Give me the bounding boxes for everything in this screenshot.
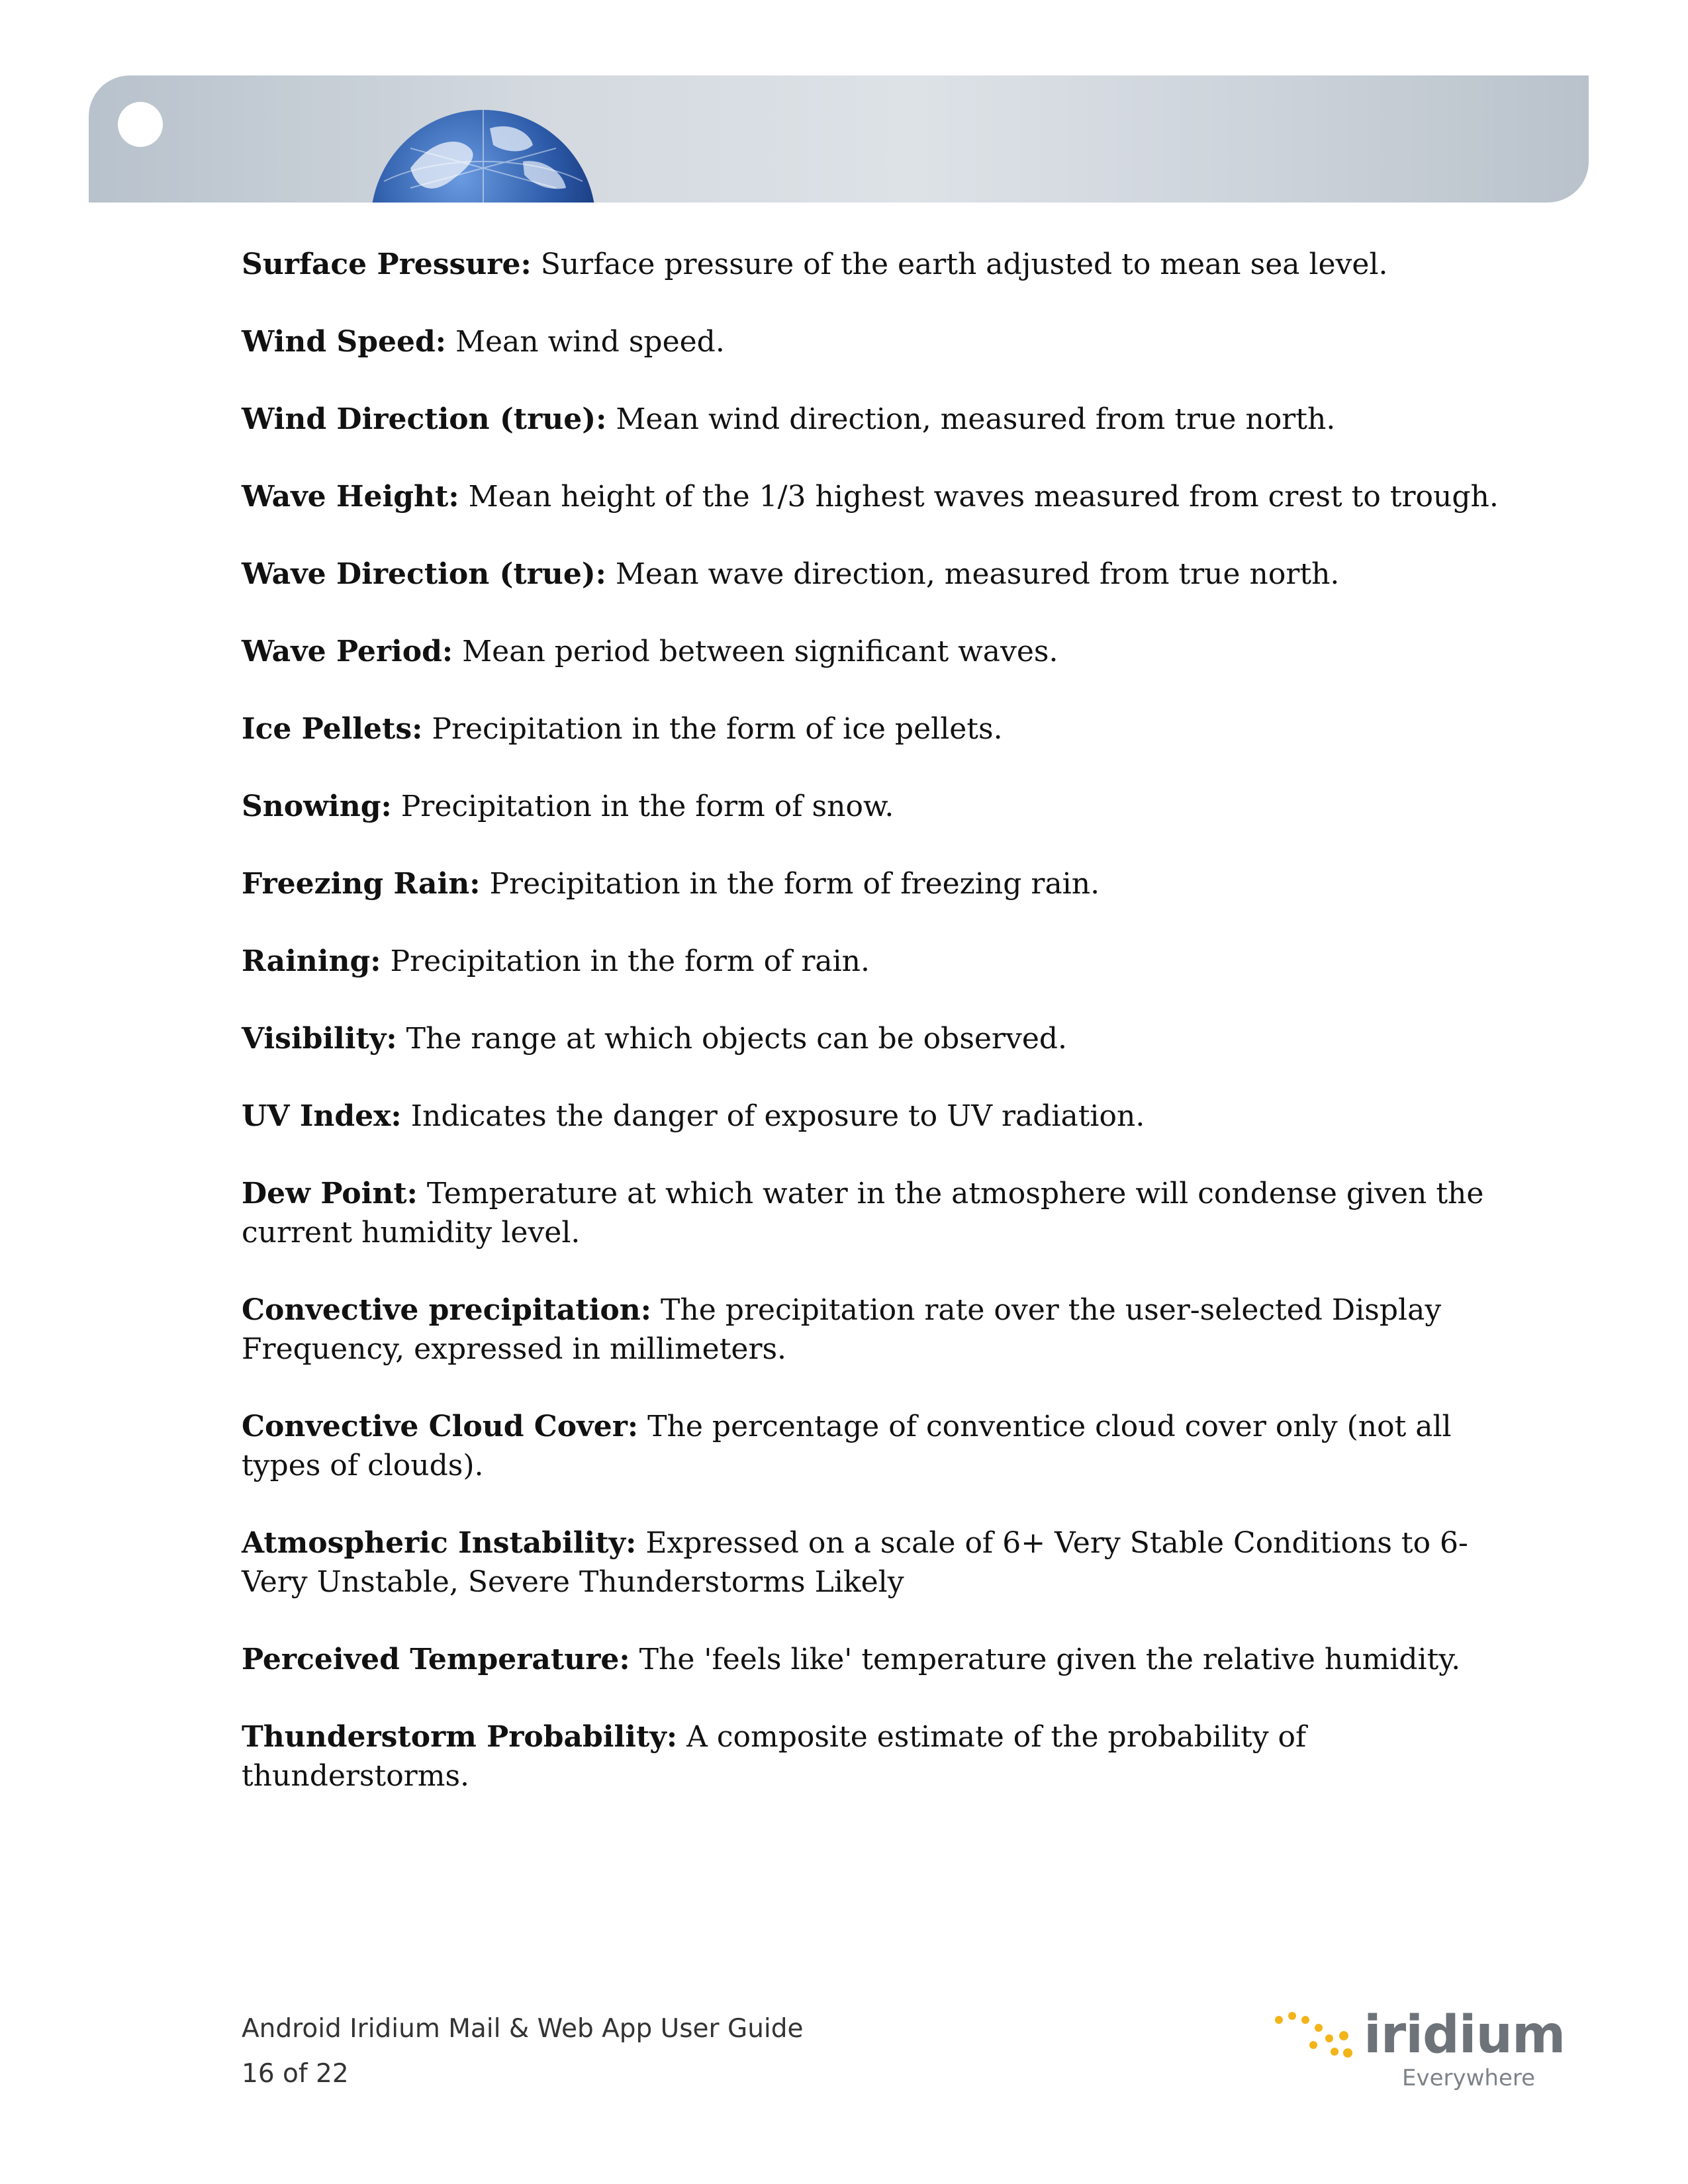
definition-wind-direction — [242, 400, 1539, 439]
definition-wind-speed — [242, 322, 1539, 361]
definition-surface-pressure — [242, 245, 1539, 284]
definition-term: Wind Direction (true): — [242, 402, 607, 436]
definition-term: Convective Cloud Cover: — [242, 1410, 639, 1443]
page-footer — [242, 2007, 804, 2097]
iridium-logo — [1271, 1999, 1566, 2098]
definition-ice-pellets — [242, 709, 1539, 749]
definition-freezing-rain — [242, 864, 1539, 903]
definition-term: Wave Direction (true): — [242, 557, 606, 591]
definition-text: Precipitation in the form of ice pellets. — [422, 712, 1003, 746]
definition-convective-cloud-cover — [242, 1407, 1539, 1485]
definition-term: Wave Period: — [242, 635, 453, 668]
definition-term: Perceived Temperature: — [242, 1643, 630, 1676]
definition-term: Freezing Rain: — [242, 867, 481, 901]
definition-convective-precipitation — [242, 1291, 1539, 1369]
definition-term: Surface Pressure: — [242, 248, 532, 281]
definition-text: The percentage of conventice cloud cover only (not all types of clouds). — [242, 1410, 1452, 1482]
definition-raining — [242, 942, 1539, 981]
definition-text: Indicates the danger of exposure to UV radiation. — [401, 1099, 1145, 1133]
definitions-list — [242, 245, 1539, 1834]
definition-text: The range at which objects can be observed. — [397, 1022, 1068, 1056]
definition-text: Mean wave direction, measured from true north. — [606, 557, 1340, 591]
definition-wave-height — [242, 477, 1539, 516]
definition-term: Wave Height: — [242, 480, 459, 514]
definition-text: Mean period between significant waves. — [453, 635, 1058, 668]
definition-term: Ice Pellets: — [242, 712, 423, 746]
definition-term: Snowing: — [242, 790, 392, 823]
definition-text: A composite estimate of the probability of thunderstorms. — [242, 1720, 1307, 1793]
header-banner — [89, 75, 1589, 203]
definition-perceived-temperature — [242, 1640, 1539, 1679]
logo-wordmark: iridium — [1364, 2005, 1566, 2065]
definition-term: Wind Speed: — [242, 325, 446, 359]
globe-icon — [371, 109, 596, 203]
constellation-dots-icon — [1271, 2005, 1364, 2078]
definition-atmospheric-instability — [242, 1524, 1539, 1602]
page-number: 16 of 22 — [242, 2059, 349, 2089]
definition-text: Precipitation in the form of rain. — [381, 944, 870, 978]
definition-term: Dew Point: — [242, 1177, 418, 1210]
definition-wave-period — [242, 632, 1539, 671]
definition-text: Precipitation in the form of freezing rain. — [480, 867, 1100, 901]
definition-thunderstorm-probability — [242, 1717, 1539, 1796]
definition-term: Atmospheric Instability: — [242, 1526, 637, 1560]
definition-term: Visibility: — [242, 1022, 397, 1056]
definition-visibility — [242, 1019, 1539, 1058]
definition-text: Mean height of the 1/3 highest waves measured from crest to trough. — [459, 480, 1499, 514]
definition-text: Temperature at which water in the atmosphere will condense given the current humidity level. — [242, 1177, 1484, 1250]
definition-uv-index — [242, 1097, 1539, 1136]
definition-text: Surface pressure of the earth adjusted to mean sea level. — [531, 248, 1388, 281]
definition-term: Thunderstorm Probability: — [242, 1720, 678, 1754]
logo-tagline: Everywhere — [1402, 2065, 1536, 2091]
definition-term: Raining: — [242, 944, 381, 978]
definition-text: Expressed on a scale of 6+ Very Stable Conditions to 6- Very Unstable, Severe Thunderstorms Likely — [242, 1526, 1468, 1599]
definition-text: Precipitation in the form of snow. — [391, 790, 894, 823]
banner-dot-icon — [118, 102, 163, 147]
definition-term: UV Index: — [242, 1099, 402, 1133]
document-title: Android Iridium Mail & Web App User Guide — [242, 2014, 804, 2044]
definition-text: The 'feels like' temperature given the relative humidity. — [630, 1643, 1461, 1676]
definition-term: Convective precipitation: — [242, 1293, 652, 1327]
definition-wave-direction — [242, 555, 1539, 594]
definition-text: The precipitation rate over the user-selected Display Frequency, expressed in millimeters. — [242, 1293, 1442, 1366]
definition-dew-point — [242, 1174, 1539, 1252]
definition-snowing — [242, 787, 1539, 826]
definition-text: Mean wind speed. — [445, 325, 725, 359]
definition-text: Mean wind direction, measured from true north. — [606, 402, 1336, 436]
